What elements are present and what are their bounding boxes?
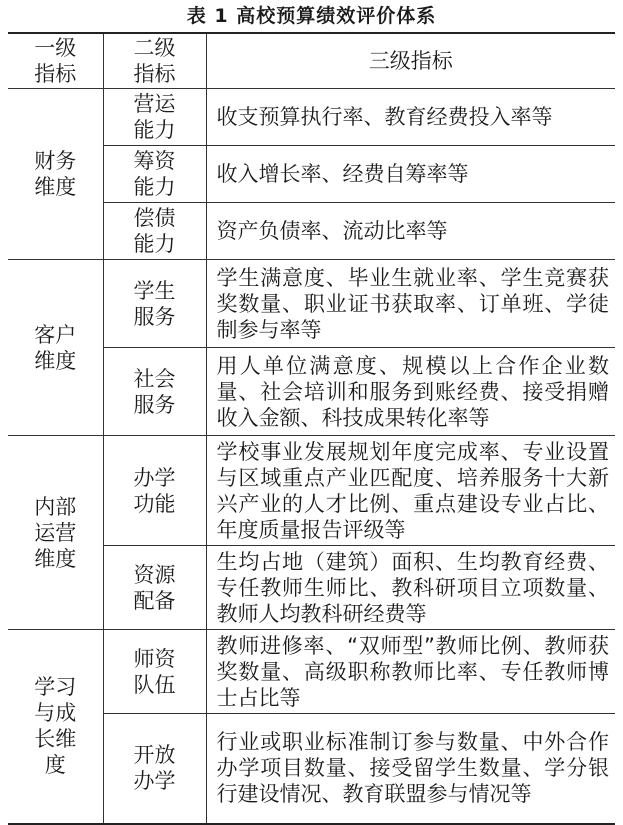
dimension-cell [8,436,103,630]
sub-index-cell [103,714,206,824]
header-level1 [8,33,103,89]
table-row [8,89,615,146]
sub-index-cell [103,146,206,203]
sub-index-label: 营运能力 [133,92,176,142]
header-row [8,33,615,89]
header-level2-text: 二级指标 [133,36,176,86]
header-level2 [103,33,206,89]
sub-index-label: 开放办学 [133,743,176,794]
index-description: 收入增长率、经费自筹率等 [206,146,615,203]
index-description: 学生满意度、毕业生就业率、学生竞赛获奖数量、职业证书获取率、订单班、学徒制参与率等 [206,260,615,348]
performance-index-table [8,32,615,825]
sub-index-cell [103,546,206,630]
table-row [8,260,615,348]
table-caption: 表 1 高校预算绩效评价体系 [186,5,437,27]
dimension-label: 财务维度 [34,149,77,199]
index-description: 学校事业发展规划年度完成率、专业设置与区域重点产业匹配度、培养服务十大新兴产业的人才比例、重点建设专业占比、年度质量报告评级等 [206,436,615,546]
index-description: 生均占地（建筑）面积、生均教育经费、专任教师生师比、教科研项目立项数量、教师人均教科研经费等 [206,546,615,630]
dimension-cell [8,89,103,260]
index-description: 用人单位满意度、规模以上合作企业数量、社会培训和服务到账经费、接受捐赠收入金额、科技成果转化率等 [206,348,615,436]
dimension-cell [8,260,103,436]
table-header [8,33,615,89]
index-description: 行业或职业标准制订参与数量、中外合作办学项目数量、接受留学生数量、学分银行建设情况、教育联盟参与情况等 [206,714,615,824]
sub-index-cell [103,203,206,260]
sub-index-label: 资源配备 [133,562,176,613]
sub-index-label: 筹资能力 [133,149,176,199]
header-level3: 三级指标 [206,33,615,89]
sub-index-label: 师资队伍 [133,646,176,697]
sub-index-cell [103,630,206,714]
dimension-label: 学习与成长维度 [34,675,77,778]
sub-index-label: 学生服务 [133,278,176,329]
table-row [8,630,615,714]
sub-index-cell [103,348,206,436]
dimension-label: 客户维度 [34,322,77,373]
sub-index-label: 偿债能力 [133,206,176,256]
index-description: 收支预算执行率、教育经费投入率等 [206,89,615,146]
sub-index-label: 社会服务 [133,366,176,417]
sub-index-cell [103,436,206,546]
sub-index-cell [103,260,206,348]
dimension-label: 内部运营维度 [34,494,77,571]
table-body [8,89,615,824]
sub-index-label: 办学功能 [133,465,176,516]
sub-index-cell [103,89,206,146]
index-description: 教师进修率、“双师型”教师比例、教师获奖数量、高级职称教师比率、专任教师博士占比等 [206,630,615,714]
dimension-cell [8,630,103,824]
index-description: 资产负债率、流动比率等 [206,203,615,260]
table-row [8,436,615,546]
header-level1-text: 一级指标 [34,36,77,86]
